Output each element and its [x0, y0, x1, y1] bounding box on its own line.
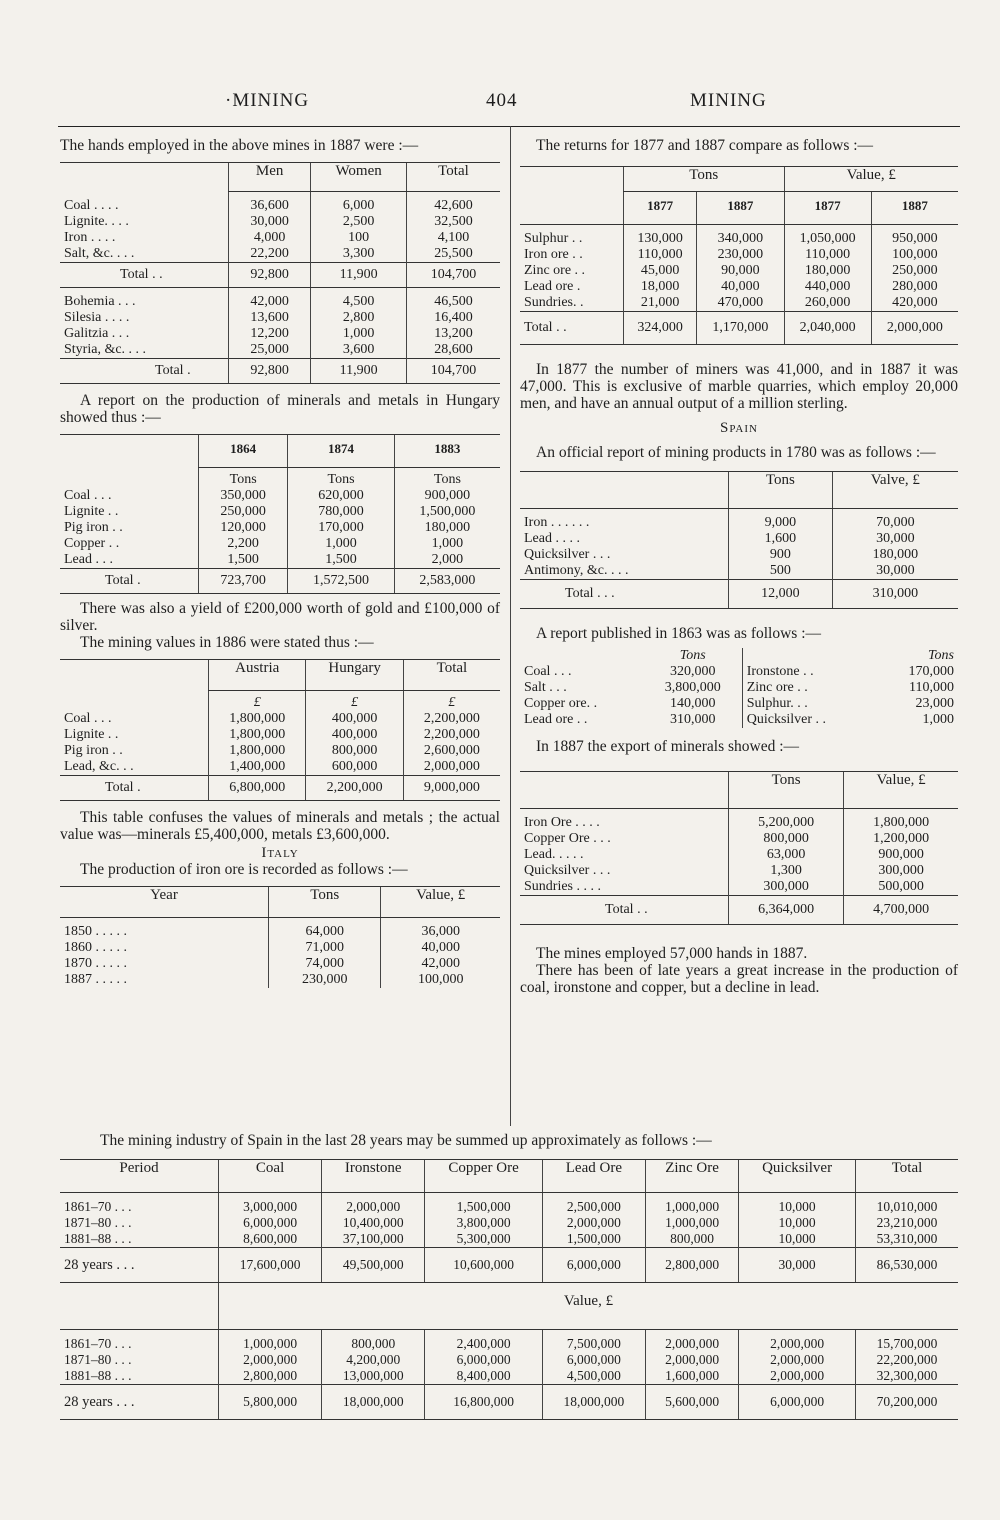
col-ironstone: Ironstone	[322, 1160, 425, 1193]
increase-para: There has been of late years a great increase in the production of coal, ironstone and copper, but a decline in lead.	[520, 962, 958, 996]
table-row: Galitzia . . . 12,200 1,000 13,200	[60, 326, 500, 342]
col-value: Valve, £	[832, 472, 958, 509]
table-row: Sulphur . . 130,000 340,000 1,050,000 950,000	[520, 231, 958, 247]
section-heading-spain: Spain	[719, 420, 758, 436]
table-row: Lignite. . . . 30,000 2,500 32,500	[60, 214, 500, 230]
running-head-right: MINING	[690, 90, 767, 111]
returns-intro: The returns for 1877 and 1887 compare as follows :—	[536, 137, 874, 154]
table-row: Copper . . 2,200 1,000 1,000	[60, 536, 500, 552]
table-row: Sundries. . 21,000 470,000 260,000 420,000	[520, 295, 958, 312]
table-row: Lead . . . . 1,600 30,000	[520, 531, 958, 547]
table-row: Coal . . . . 36,600 6,000 42,600	[60, 198, 500, 214]
col-lead-ore: Lead Ore	[542, 1160, 645, 1193]
col-1877: 1877	[784, 192, 871, 225]
col-copper-ore: Copper Ore	[425, 1160, 542, 1193]
gold-silver-para: There was also a yield of £200,000 worth of gold and £100,000 of silver.	[60, 600, 500, 634]
table-row: Lead. . . . . 63,000 900,000	[520, 847, 958, 863]
table-row: Salt . . . 3,800,000 Zinc ore . . 110,000	[524, 680, 954, 695]
table-row: 1871–80 . . . 2,000,000 4,200,000 6,000,000 6,000,000 2,000,000 2,000,000 22,200,000	[60, 1352, 958, 1368]
col-tons: Tons	[269, 887, 381, 918]
page-number: 404	[486, 90, 518, 111]
value-label: Value, £	[219, 1283, 959, 1330]
hands-intro: The hands employed in the above mines in 1887 were :—	[60, 137, 419, 154]
table-row: Pig iron . . 1,800,000 800,000 2,600,000	[60, 743, 500, 759]
returns-table	[520, 166, 958, 345]
table-row: Iron ore . . 110,000 230,000 110,000 100,000	[520, 247, 958, 263]
export-1887-intro: In 1887 the export of minerals showed :—	[536, 738, 800, 755]
header-rule	[58, 126, 960, 127]
col-men: Men	[229, 163, 311, 192]
section-heading-italy: Italy	[261, 845, 299, 861]
table-total-row: Total . . 6,364,000 4,700,000	[520, 896, 958, 925]
table-row: Quicksilver . . . 900 180,000	[520, 547, 958, 563]
table-row: Bohemia . . . 42,000 4,500 46,500	[60, 294, 500, 310]
table-total-row: Total . 6,800,000 2,200,000 9,000,000	[60, 776, 500, 801]
table-row: Pig iron . . 120,000 170,000 180,000	[60, 520, 500, 536]
export-1887-table	[520, 771, 958, 925]
table-row: Lead ore . 18,000 40,000 440,000 280,000	[520, 279, 958, 295]
table-row: Iron . . . . 4,000 100 4,100	[60, 230, 500, 246]
report-1863-intro: A report published in 1863 was as follows :—	[536, 625, 822, 642]
table-row: Silesia . . . . 13,600 2,800 16,400	[60, 310, 500, 326]
table-row: Coal . . . 320,000 Ironstone . . 170,000	[524, 664, 954, 679]
col-tons: Tons	[729, 772, 844, 809]
col-1887: 1887	[871, 192, 958, 225]
col-value: Value, £	[381, 887, 500, 918]
table-row: 1850 . . . . . 64,000 36,000	[60, 924, 500, 940]
spain-summary-table	[60, 1159, 958, 1420]
table-row: Zinc ore . . 45,000 90,000 180,000 250,000	[520, 263, 958, 279]
left-column	[60, 137, 500, 988]
table-row: 1861–70 . . . 3,000,000 2,000,000 1,500,000 2,500,000 1,000,000 10,000 10,010,000	[60, 1199, 958, 1215]
col-year: Year	[60, 887, 269, 918]
table-row: 1881–88 . . . 8,600,000 37,100,000 5,300,000 1,500,000 800,000 10,000 53,310,000	[60, 1231, 958, 1248]
table-row: Iron . . . . . . 9,000 70,000	[520, 515, 958, 531]
table-row: Antimony, &c. . . . 500 30,000	[520, 563, 958, 580]
table-row: Copper ore. . 140,000 Sulphur. . . 23,000	[524, 696, 954, 711]
col-women: Women	[311, 163, 407, 192]
table-total-row: Total . . . 12,000 310,000	[520, 580, 958, 609]
hands-1887-para: The mines employed 57,000 hands in 1887.	[536, 945, 808, 962]
col-period: Period	[60, 1160, 219, 1193]
col-1874: 1874	[288, 435, 395, 468]
table-row: Lead . . . 1,500 1,500 2,000	[60, 552, 500, 569]
table-row: Lignite . . 1,800,000 400,000 2,200,000	[60, 727, 500, 743]
table-row: 1887 . . . . . 230,000 100,000	[60, 972, 500, 988]
unit-label: Tons	[288, 468, 395, 489]
col-total: Total	[403, 660, 500, 691]
col-quicksilver: Quicksilver	[739, 1160, 856, 1193]
col-tons: Tons	[729, 472, 833, 509]
unit-label: £	[209, 691, 306, 712]
unit-label: Tons	[394, 468, 500, 489]
col-1883: 1883	[394, 435, 500, 468]
report-1780-intro: An official report of mining products in 1780 was as follows :—	[536, 444, 936, 461]
table-row: Lignite . . 250,000 780,000 1,500,000	[60, 504, 500, 520]
table-total-row: Total . . 324,000 1,170,000 2,040,000 2,000,000	[520, 312, 958, 345]
column-divider	[510, 126, 511, 1126]
col-total: Total	[855, 1160, 958, 1193]
table-row: Lead ore . . 310,000 Quicksilver . . 1,000	[524, 712, 954, 727]
unit-label: Tons	[928, 648, 954, 663]
spain-1863-table	[520, 648, 958, 728]
table-row: Salt, &c. . . . 22,200 3,300 25,500	[60, 246, 500, 263]
iron-ore-intro: The production of iron ore is recorded as follows :—	[80, 861, 408, 878]
hands-table	[60, 162, 500, 384]
values-1886-table	[60, 659, 500, 801]
confuses-para: This table confuses the values of minerals and metals ; the actual value was—minerals £5,400,000, metals £3,600,000.	[60, 809, 500, 843]
col-1887: 1887	[697, 192, 784, 225]
table-row: 1881–88 . . . 2,800,000 13,000,000 8,400,000 4,500,000 1,600,000 2,000,000 32,300,000	[60, 1368, 958, 1385]
hungary-table	[60, 434, 500, 594]
col-total: Total	[406, 163, 500, 192]
table-total-row: Total . . 92,800 11,900 104,700	[60, 263, 500, 288]
table-row: Sundries . . . . 300,000 500,000	[520, 879, 958, 896]
table-total-row: 28 years . . . 5,800,000 18,000,000 16,800,000 18,000,000 5,600,000 6,000,000 70,200,000	[60, 1385, 958, 1420]
bottom-section	[60, 1132, 958, 1420]
group-value: Value, £	[784, 167, 958, 192]
col-austria: Austria	[209, 660, 306, 691]
table-row: 1870 . . . . . 74,000 42,000	[60, 956, 500, 972]
italy-iron-table	[60, 886, 500, 988]
col-hungary: Hungary	[306, 660, 403, 691]
col-zinc-ore: Zinc Ore	[645, 1160, 738, 1193]
col-1877: 1877	[624, 192, 697, 225]
table-row: 1860 . . . . . 71,000 40,000	[60, 940, 500, 956]
table-row: Quicksilver . . . 1,300 300,000	[520, 863, 958, 879]
group-tons: Tons	[624, 167, 785, 192]
col-coal: Coal	[219, 1160, 322, 1193]
unit-label: £	[306, 691, 403, 712]
right-column	[520, 137, 958, 996]
spain-summary-intro: The mining industry of Spain in the last 28 years may be summed up approximately as follows :—	[100, 1132, 712, 1149]
table-row: Copper Ore . . . 800,000 1,200,000	[520, 831, 958, 847]
table-total-row: 28 years . . . 17,600,000 49,500,000 10,600,000 6,000,000 2,800,000 30,000 86,530,000	[60, 1248, 958, 1283]
table-row: 1871–80 . . . 6,000,000 10,400,000 3,800,000 2,000,000 1,000,000 10,000 23,210,000	[60, 1215, 958, 1231]
table-row: Lead, &c. . . 1,400,000 600,000 2,000,000	[60, 759, 500, 776]
table-row: Styria, &c. . . . 25,000 3,600 28,600	[60, 342, 500, 359]
unit-label: Tons	[199, 468, 288, 489]
unit-label: £	[403, 691, 500, 712]
table-total-row: Total . 723,700 1,572,500 2,583,000	[60, 569, 500, 594]
col-1864: 1864	[199, 435, 288, 468]
unit-label: Tons	[679, 648, 706, 663]
miners-para: In 1877 the number of miners was 41,000, and in 1887 it was 47,000. This is exclusive of marble quarries, which employ 20,000 men, and have an annual output of a million sterling.	[520, 361, 958, 412]
hungary-intro: A report on the production of minerals and metals in Hungary showed thus :—	[60, 392, 500, 426]
table-row: Coal . . . 1,800,000 400,000 2,200,000	[60, 711, 500, 727]
spain-1780-table	[520, 471, 958, 609]
running-head-left: ·MINING	[225, 90, 310, 111]
table-row: 1861–70 . . . 1,000,000 800,000 2,400,000 7,500,000 2,000,000 2,000,000 15,700,000	[60, 1336, 958, 1352]
table-total-row: Total . 92,800 11,900 104,700	[60, 359, 500, 384]
table-row: Iron Ore . . . . 5,200,000 1,800,000	[520, 815, 958, 831]
table-row: Coal . . . 350,000 620,000 900,000	[60, 488, 500, 504]
values-1886-intro: The mining values in 1886 were stated thus :—	[80, 634, 374, 651]
col-value: Value, £	[844, 772, 958, 809]
